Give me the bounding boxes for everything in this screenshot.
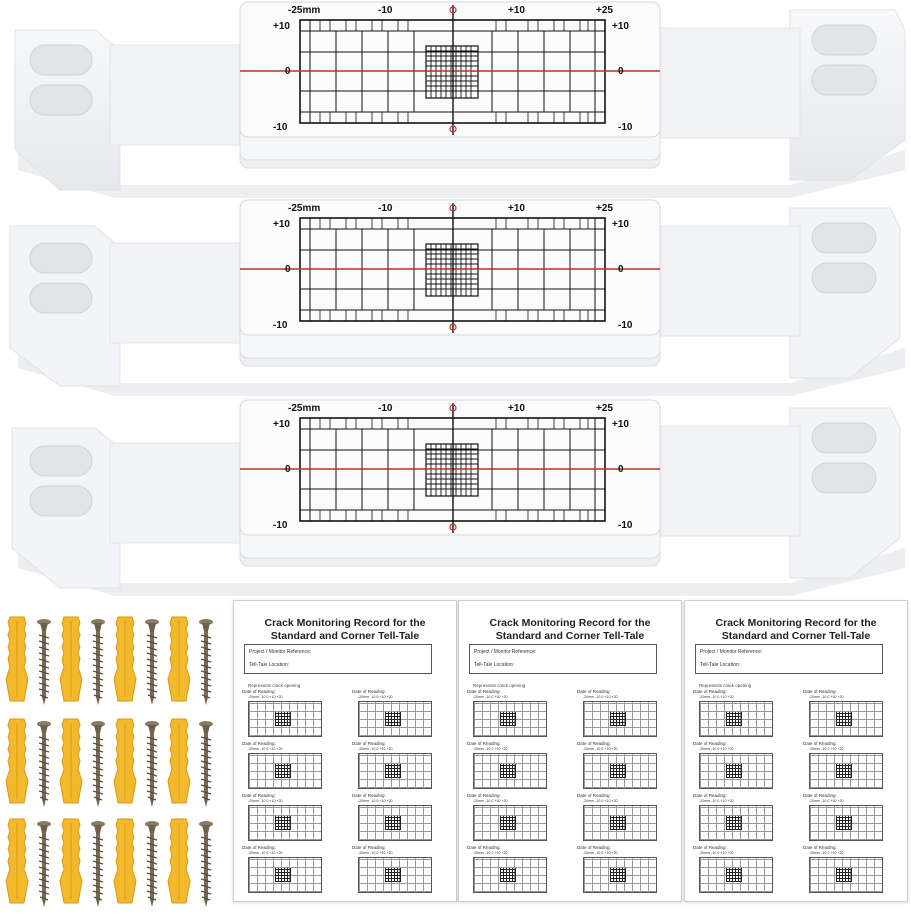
reading-block: Date of Reading: -20mm -10 0 +10 +20 bbox=[352, 741, 444, 793]
reading-block: Date of Reading: -20mm -10 0 +10 +20 bbox=[242, 689, 334, 741]
row-2 bbox=[6, 719, 213, 807]
reading-block: Date of Reading: -20mm -10 0 +10 +20 bbox=[352, 845, 444, 897]
reading-block: Date of Reading: -20mm -10 0 +10 +20 bbox=[242, 741, 334, 793]
scale-label-left: -25mm bbox=[288, 403, 321, 414]
scale-label-y-bottom-right: -10 bbox=[618, 320, 633, 331]
reading-block: Date of Reading: -20mm -10 0 +10 +20 bbox=[467, 845, 559, 897]
scale-label-y-top-right: +10 bbox=[612, 21, 629, 32]
tell-tale-3 bbox=[0, 398, 911, 598]
scale-label-left-mid: -10 bbox=[378, 5, 393, 16]
scale-label-y-bottom: -10 bbox=[273, 320, 288, 331]
sheet-reference-box bbox=[469, 644, 657, 674]
scale-label-y-bottom: -10 bbox=[273, 122, 288, 133]
scale-label-y-top: +10 bbox=[273, 21, 290, 32]
scale-label-right-mid: +10 bbox=[508, 403, 525, 414]
scale-label-right: +25 bbox=[596, 403, 613, 414]
reading-block: Date of Reading: -20mm -10 0 +10 +20 bbox=[577, 793, 669, 845]
field-project-label: Project / Monitor Reference: bbox=[249, 649, 312, 655]
reading-block: Date of Reading: -20mm -10 0 +10 +20 bbox=[242, 793, 334, 845]
field-location-label: Tell-Tale Location: bbox=[474, 662, 515, 668]
scale-label-right: +25 bbox=[596, 203, 613, 214]
record-sheet-3 bbox=[684, 600, 908, 902]
scale-label-right-mid: +10 bbox=[508, 203, 525, 214]
scale-label-y-top-right: +10 bbox=[612, 219, 629, 230]
sheet-reference-box bbox=[695, 644, 883, 674]
reading-block: Date of Reading: -20mm -10 0 +10 +20 bbox=[803, 845, 895, 897]
reading-block: Date of Reading: -20mm -10 0 +10 +20 bbox=[803, 793, 895, 845]
sheet-note: Represents crack opening bbox=[473, 683, 526, 688]
reading-block: Date of Reading: -20mm -10 0 +10 +20 bbox=[242, 845, 334, 897]
sheet-note: Represents crack opening bbox=[699, 683, 752, 688]
reading-block: Date of Reading: -20mm -10 0 +10 +20 bbox=[467, 689, 559, 741]
scale-label-y-mid-right: 0 bbox=[618, 464, 624, 475]
tell-tale-2 bbox=[0, 198, 911, 398]
reading-block: Date of Reading: -20mm -10 0 +10 +20 bbox=[577, 741, 669, 793]
sheet-title: Crack Monitoring Record for the Standard and Corner Tell-Tale bbox=[489, 617, 651, 642]
reading-block: Date of Reading: -20mm -10 0 +10 +20 bbox=[803, 689, 895, 741]
scale-label-y-bottom-right: -10 bbox=[618, 520, 633, 531]
reading-block: Date of Reading: -20mm -10 0 +10 +20 bbox=[352, 689, 444, 741]
reading-block: Date of Reading: -20mm -10 0 +10 +20 bbox=[693, 689, 785, 741]
scale-label-y-mid-right: 0 bbox=[618, 264, 624, 275]
field-location-label: Tell-Tale Location: bbox=[249, 662, 290, 668]
scale-label-y-bottom-right: -10 bbox=[618, 122, 633, 133]
reading-block: Date of Reading: -20mm -10 0 +10 +20 bbox=[803, 741, 895, 793]
scale-label-left: -25mm bbox=[288, 203, 321, 214]
scale-label-y-mid: 0 bbox=[285, 264, 291, 275]
sheet-title: Crack Monitoring Record for the Standard and Corner Tell-Tale bbox=[715, 617, 877, 642]
reading-block: Date of Reading: -20mm -10 0 +10 +20 bbox=[467, 741, 559, 793]
tell-tale-graphic bbox=[0, 198, 911, 398]
scale-label-y-mid-right: 0 bbox=[618, 66, 624, 77]
reading-block: Date of Reading: -20mm -10 0 +10 +20 bbox=[693, 741, 785, 793]
field-project-label: Project / Monitor Reference: bbox=[474, 649, 537, 655]
row-1 bbox=[6, 617, 213, 705]
reading-block: Date of Reading: -20mm -10 0 +10 +20 bbox=[467, 793, 559, 845]
anchors-and-screws-graphic bbox=[0, 605, 230, 911]
scale-label-left-mid: -10 bbox=[378, 403, 393, 414]
scale-label-right: +25 bbox=[596, 5, 613, 16]
scale-label-y-top: +10 bbox=[273, 219, 290, 230]
tell-tale-1 bbox=[0, 0, 911, 200]
record-sheet-1 bbox=[233, 600, 457, 902]
sheet-title: Crack Monitoring Record for the Standard and Corner Tell-Tale bbox=[264, 617, 426, 642]
reading-block: Date of Reading: -20mm -10 0 +10 +20 bbox=[577, 689, 669, 741]
scale-label-right-mid: +10 bbox=[508, 5, 525, 16]
reading-block: Date of Reading: -20mm -10 0 +10 +20 bbox=[693, 845, 785, 897]
tell-tale-graphic bbox=[0, 398, 911, 598]
sheet-note: Represents crack opening bbox=[248, 683, 301, 688]
scale-label-y-mid: 0 bbox=[285, 464, 291, 475]
reading-block: Date of Reading: -20mm -10 0 +10 +20 bbox=[577, 845, 669, 897]
anchors-and-screws bbox=[0, 605, 230, 911]
scale-label-y-top: +10 bbox=[273, 419, 290, 430]
tell-tale-graphic bbox=[0, 0, 911, 200]
scale-label-left: -25mm bbox=[288, 5, 321, 16]
field-location-label: Tell-Tale Location: bbox=[700, 662, 741, 668]
scale-label-y-mid: 0 bbox=[285, 66, 291, 77]
scale-label-y-top-right: +10 bbox=[612, 419, 629, 430]
reading-block: Date of Reading: -20mm -10 0 +10 +20 bbox=[693, 793, 785, 845]
record-sheet-2 bbox=[458, 600, 682, 902]
scale-label-y-bottom: -10 bbox=[273, 520, 288, 531]
row-3 bbox=[6, 819, 213, 907]
reading-block: Date of Reading: -20mm -10 0 +10 +20 bbox=[352, 793, 444, 845]
scale-label-left-mid: -10 bbox=[378, 203, 393, 214]
sheet-reference-box bbox=[244, 644, 432, 674]
field-project-label: Project / Monitor Reference: bbox=[700, 649, 763, 655]
